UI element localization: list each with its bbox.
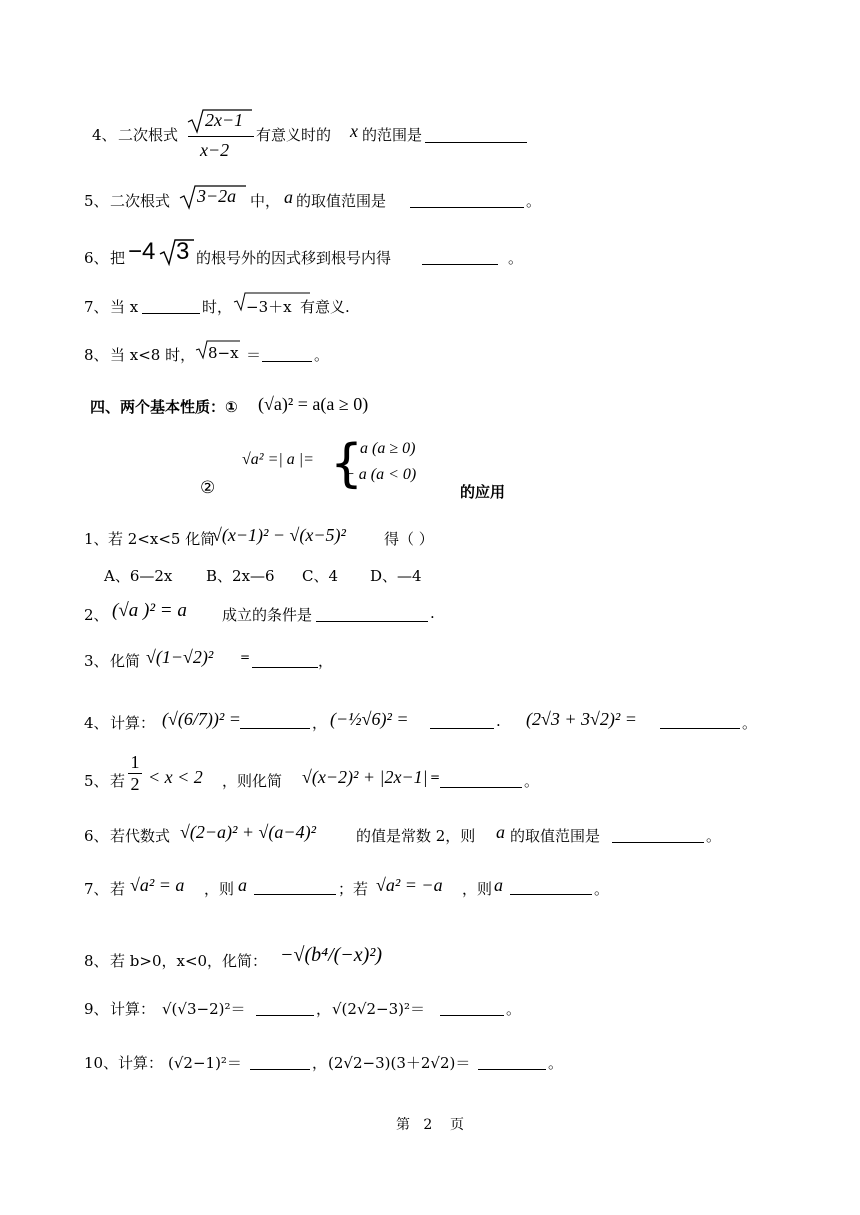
q8-number: 8、 <box>84 346 109 364</box>
q5-var: a <box>284 187 293 207</box>
section4-case2: − a (a < 0) <box>344 466 417 483</box>
q5-post: 的取值范围是 <box>296 192 387 210</box>
section4-suffix: 的应用 <box>460 483 506 501</box>
p7-blank-1[interactable] <box>254 894 336 895</box>
q7-answer-blank[interactable] <box>142 313 200 314</box>
q6-end: 。 <box>508 249 524 267</box>
p6-answer-blank[interactable] <box>612 842 704 843</box>
q6-coefficient: −4 <box>128 238 156 265</box>
p6-end: 。 <box>706 827 722 845</box>
p8-number: 8、 <box>84 952 109 970</box>
p5-half-fraction: $\frac{1}{2}$ <box>128 752 142 795</box>
q6-answer-blank[interactable] <box>422 264 498 265</box>
p9-end: 。 <box>506 1000 522 1018</box>
q8-end: 。 <box>314 346 330 364</box>
p4-blank-2[interactable] <box>430 728 494 729</box>
p7-expression-2: √a² = −a <box>376 875 443 895</box>
q4-radicand: 2x−1 <box>205 110 244 130</box>
section4-circle2: ② <box>200 478 216 498</box>
q6-radicand: 3 <box>176 238 190 265</box>
q7-prefix: 当 x <box>110 298 139 316</box>
q8-equals: ＝ <box>246 346 262 364</box>
p3-answer-blank[interactable] <box>252 667 318 668</box>
q5-answer-blank[interactable] <box>410 207 524 208</box>
p9-text: 计算： <box>110 1000 156 1018</box>
p5-equals: = <box>430 770 441 784</box>
p9-number: 9、 <box>84 1000 109 1018</box>
q7-number: 7、 <box>84 298 109 316</box>
p7-blank-2[interactable] <box>510 894 592 895</box>
p5-end: 。 <box>524 772 540 790</box>
q4-denominator: x−2 <box>200 140 230 160</box>
section4-formula1: (√a)² = a(a ≥ 0) <box>258 394 369 414</box>
page-footer <box>0 1114 860 1134</box>
p6-post: 的值是常数 2，则 <box>356 827 476 845</box>
p4-sep-1: ， <box>312 714 328 732</box>
p10-blank-2[interactable] <box>478 1069 546 1070</box>
q8-prefix: 当 x<8 时， <box>110 346 196 364</box>
q5-number: 5、 <box>84 192 109 210</box>
p3-expression: √(1−√2)² <box>146 647 214 667</box>
p6-text: 若代数式 <box>110 827 171 845</box>
p10-end: 。 <box>548 1054 564 1072</box>
p7-text: 若 <box>110 880 126 898</box>
p1-option-b[interactable]: B、2x—6 <box>206 567 275 585</box>
p7-number: 7、 <box>84 880 109 898</box>
footer-right: 页 <box>450 1117 465 1133</box>
p6-expression: √(2−a)² + √(a−4)² <box>180 822 316 842</box>
p3-end: ， <box>318 652 334 670</box>
q5-radicand: 3−2a <box>197 186 237 206</box>
p7-var-2: a <box>494 875 503 895</box>
p4-number: 4、 <box>84 714 109 732</box>
p1-text: 若 2<x<5 化简 <box>108 530 216 548</box>
q4-answer-blank[interactable] <box>425 142 527 143</box>
p9-sep: ， <box>316 1000 332 1018</box>
p9-blank-1[interactable] <box>256 1015 314 1016</box>
p5-text: 若 <box>110 772 126 790</box>
footer-left: 第 <box>395 1117 410 1133</box>
section4-lhs: √a² =| a |= <box>242 451 314 468</box>
q6-number: 6、 <box>84 249 109 267</box>
p7-end: 。 <box>594 880 610 898</box>
p4-blank-3[interactable] <box>660 728 740 729</box>
p4-sep-2: . <box>496 712 501 730</box>
p1-post: 得（ ） <box>384 530 434 548</box>
p9-blank-2[interactable] <box>440 1015 504 1016</box>
p7-mid-1: ，则 <box>204 880 235 898</box>
p9-expression-1: √(√3−2)²＝ <box>162 1000 246 1018</box>
p4-expression-3: (2√3 + 3√2)² = <box>526 709 637 729</box>
p2-end: . <box>430 604 435 622</box>
p1-option-d[interactable]: D、—4 <box>370 567 422 585</box>
section4-title: 四、两个基本性质：① <box>90 398 238 416</box>
p2-answer-blank[interactable] <box>316 621 428 622</box>
p4-blank-1[interactable] <box>240 728 310 729</box>
p2-number: 2、 <box>84 606 109 624</box>
p10-sep: ， <box>312 1054 328 1072</box>
p3-number: 3、 <box>84 652 109 670</box>
q7-post: 有意义. <box>300 298 350 316</box>
p1-option-a[interactable]: A、6—2x <box>104 567 173 585</box>
p10-expression-1: (√2−1)²＝ <box>168 1054 242 1072</box>
p5-answer-blank[interactable] <box>440 787 522 788</box>
q4-fraction-bar <box>188 136 254 137</box>
p2-expression: (√a )² = a <box>112 600 187 621</box>
p1-number: 1、 <box>84 530 109 548</box>
q4-post: 的范围是 <box>362 126 423 144</box>
p7-mid-2: ，则 <box>462 880 493 898</box>
p5-inequality: < x < 2 <box>148 767 203 787</box>
p4-end: 。 <box>742 714 758 732</box>
p3-text: 化简 <box>110 652 141 670</box>
q4-number: 4、 <box>92 126 117 144</box>
q4-mid: 有意义时的 <box>256 126 332 144</box>
q8-radicand: 8−x <box>208 344 239 362</box>
q7-radicand: −3＋x <box>246 298 292 316</box>
p10-text: 计算： <box>118 1054 164 1072</box>
p10-number: 10、 <box>84 1054 119 1072</box>
p5-expression: √(x−2)² + |2x−1| <box>302 767 428 787</box>
p9-expression-2: √(2√2−3)²＝ <box>332 1000 426 1018</box>
page-number: 2 <box>423 1117 433 1133</box>
q5-prefix: 二次根式 <box>110 192 171 210</box>
p2-post: 成立的条件是 <box>222 606 313 624</box>
brace-icon: { <box>330 434 364 494</box>
p4-expression-2: (−½√6)² = <box>330 709 409 729</box>
p7-expression-1: √a² = a <box>130 875 185 895</box>
p1-option-c[interactable]: C、4 <box>302 567 339 585</box>
q5-mid: 中， <box>250 192 281 210</box>
p8-text: 若 b>0，x<0，化简： <box>110 952 268 970</box>
p8-expression: −√(b⁴/(−x)²) <box>280 944 382 966</box>
q5-end: 。 <box>526 192 542 210</box>
p7-sep: ；若 <box>338 880 369 898</box>
q6-prefix: 把 <box>110 249 126 267</box>
p6-post2: 的取值范围是 <box>510 827 601 845</box>
p5-number: 5、 <box>84 772 109 790</box>
q6-post: 的根号外的因式移到根号内得 <box>196 249 392 267</box>
q8-answer-blank[interactable] <box>262 361 312 362</box>
p6-number: 6、 <box>84 827 109 845</box>
section4-case1: a (a ≥ 0) <box>360 440 416 457</box>
p4-expression-1: (√(6/7))² = <box>162 709 241 729</box>
p10-expression-2: (2√2−3)(3＋2√2)＝ <box>328 1054 471 1072</box>
q4-var: x <box>350 121 358 141</box>
p10-blank-1[interactable] <box>250 1069 310 1070</box>
p4-text: 计算： <box>110 714 156 732</box>
p1-expression: √(x−1)² − √(x−5)² <box>212 525 346 545</box>
q7-mid: 时， <box>202 298 233 316</box>
p6-var: a <box>496 822 505 842</box>
p3-equals: = <box>240 650 251 664</box>
p5-mid: ，则化简 <box>222 772 283 790</box>
p7-var-1: a <box>238 875 247 895</box>
q4-prefix: 二次根式 <box>118 126 179 144</box>
